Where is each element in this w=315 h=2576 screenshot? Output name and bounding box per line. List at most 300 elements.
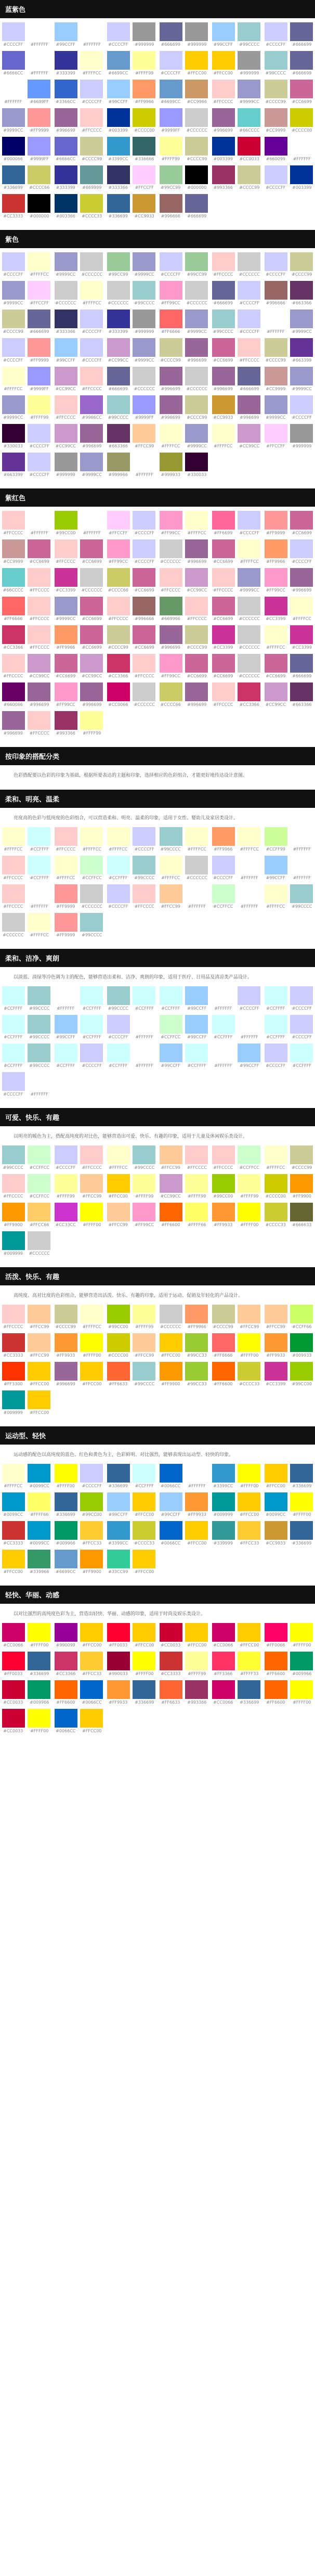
color-swatch [265,338,287,357]
color-swatch [185,252,208,271]
color-pair [210,165,262,190]
color-swatch [2,625,25,644]
color-swatch [80,1652,103,1670]
color-code: #993366 [213,185,233,190]
color-code: #FFFF00 [83,1222,101,1227]
color-swatch [107,338,130,357]
color-pair [0,1362,52,1386]
color-pair [210,1145,262,1170]
swatch-row [105,986,158,1005]
color-swatch [55,827,77,846]
color-swatch [2,1015,25,1034]
color-swatch [238,165,260,184]
color-code: #330033 [3,444,23,448]
color-code: #CC9933 [134,214,154,218]
color-code: #FF6633 [161,1700,180,1705]
color-swatch [28,1623,50,1642]
color-pair [0,827,52,852]
color-pair [52,1015,105,1039]
color-pair [105,1333,158,1358]
color-swatch [133,539,155,558]
color-swatch [133,625,155,644]
label-row [105,1700,158,1705]
color-swatch [212,682,235,701]
label-row [0,42,52,47]
color-swatch [290,1464,313,1483]
color-swatch [107,194,130,213]
color-swatch [185,338,208,357]
color-code: #FF99CC [56,702,75,707]
label-row [0,415,52,420]
label-row [52,1063,105,1068]
color-code: #6699FF [30,99,49,104]
label-row [52,301,105,305]
swatch-row [262,22,315,41]
color-code: #CCCC00 [108,1353,128,1358]
color-pair [105,424,158,448]
label-row [262,616,315,621]
color-swatch [290,1362,313,1381]
section-title: 紫红色 [0,488,315,507]
color-code: #009966 [56,1541,75,1545]
swatch-row [210,367,262,385]
color-swatch [265,827,287,846]
color-pair [158,395,210,420]
color-swatch [55,568,77,587]
color-code: #FF99CC [266,588,285,593]
color-swatch [265,654,287,673]
swatch-row [262,108,315,127]
color-code: #996699 [161,387,180,391]
color-swatch [2,194,25,213]
color-code: #FFFF00 [293,1643,311,1647]
label-row [262,531,315,535]
color-code: #CC6699 [213,358,233,363]
swatch-row [210,1623,262,1642]
label-row [0,1671,52,1676]
label-row [210,329,262,334]
color-code: #CCCCFF [108,42,128,47]
color-code: #FFCC00 [135,1512,154,1517]
swatch-row [210,654,262,673]
color-swatch [28,1390,50,1409]
color-swatch [133,568,155,587]
color-swatch [2,827,25,846]
color-code: #FFFFFF [30,42,48,47]
color-swatch [212,1492,235,1511]
color-code: #99CCCC [239,42,260,47]
color-code: #CCCCFF [292,1006,312,1011]
color-code: #FFFFCC [4,387,23,391]
swatch-row [105,1550,158,1568]
label-row [262,99,315,104]
label-row [0,1484,52,1488]
color-swatch [2,913,25,932]
color-code: #CC99CC [29,674,50,678]
color-pair [158,310,210,334]
color-code: #FF9933 [214,1222,233,1227]
color-swatch [160,1145,182,1164]
label-row [0,128,52,133]
color-code: #CC6699 [82,645,102,650]
swatch-row [52,1145,105,1164]
color-code: #CC0033 [161,1643,181,1647]
color-code: #CCCCFF [134,531,154,535]
color-pair [52,194,105,218]
color-swatch [55,1709,77,1728]
color-pair [105,252,158,277]
color-pair [0,654,52,678]
color-pair [210,424,262,448]
color-pair [0,1521,52,1545]
color-code: #CCCCFF [56,1165,76,1170]
label-row [262,1165,315,1170]
color-code: #996666 [266,301,285,305]
color-pair [52,80,105,104]
color-code: #FFFF33 [240,1671,259,1676]
color-pair [158,453,210,477]
color-code: #CCCCFF [292,415,312,420]
color-code: #CCCC99 [160,358,181,363]
color-code: #FFCC00 [187,71,207,75]
color-code: #CC99CC [55,444,76,448]
label-row [52,1006,105,1011]
swatch-row [0,310,52,328]
swatch-row [52,194,105,213]
color-code: #CCCCCC [239,674,260,678]
swatch-row [262,1492,315,1511]
color-swatch [2,1521,25,1540]
color-swatch [265,1145,287,1164]
label-row [52,875,105,880]
label-row [158,616,210,621]
color-code: #666699 [161,42,180,47]
color-pair [158,1492,210,1517]
color-swatch [28,682,50,701]
color-swatch [290,654,313,673]
color-code: #0099CC [266,1512,286,1517]
color-pair [105,137,158,161]
swatch-row [52,367,105,385]
color-code: #CCCCFF [3,358,23,363]
color-swatch [28,395,50,414]
color-pair [158,165,210,190]
color-code: #FF99CC [108,559,128,564]
color-pair [52,856,105,880]
color-swatch [55,1521,77,1540]
color-pair [52,711,105,736]
label-row [158,42,210,47]
color-code: #CC0066 [3,1643,23,1647]
swatch-row [158,625,210,644]
section-description: 以淡蓝、淡绿等冷色调为主的配色，能够营造出柔和、洁净、爽朗的印象，适用于医疗、日用品及清凉类产品设计。 [14,974,253,980]
label-row [210,444,262,448]
color-swatch [133,281,155,300]
color-swatch [80,1623,103,1642]
label-row [52,329,105,334]
color-code: #FFFF00 [293,1512,311,1517]
color-code: #FF0066 [266,1643,285,1647]
swatch-row [105,1203,158,1221]
color-swatch [133,986,155,1005]
color-code: #99CCFF [108,99,128,104]
label-row [262,588,315,593]
label-row [210,875,262,880]
swatch-grid [0,1623,315,1740]
label-row [0,531,52,535]
swatch-row [210,682,262,701]
color-code: #993366 [56,731,75,736]
color-swatch [2,1333,25,1352]
color-swatch [238,1464,260,1483]
color-swatch [290,51,313,70]
color-swatch [107,539,130,558]
color-swatch [238,108,260,127]
color-swatch [133,1145,155,1164]
color-swatch [55,1203,77,1221]
color-swatch [185,1464,208,1483]
swatch-row [52,568,105,587]
color-swatch [107,395,130,414]
color-code: #99CCCC [134,1165,155,1170]
color-code: #FFFFFF [135,1035,153,1039]
label-row [0,444,52,448]
color-pair [0,1333,52,1358]
color-swatch [290,252,313,271]
label-row [262,387,315,391]
color-code: #9999CC [134,272,154,277]
color-pair [0,310,52,334]
color-swatch [55,338,77,357]
color-code: #CCFFFF [109,1063,128,1068]
color-code: #FFCC33 [240,1541,259,1545]
label-row [210,99,262,104]
color-swatch [2,654,25,673]
color-code: #99CCFF [161,1063,180,1068]
swatch-row [52,281,105,300]
color-swatch [212,1305,235,1323]
section-description: 高纯度、高对比度的色彩组合，能够营造出活泼、快乐、有趣的印象，适用于运动、促销及年轻化的产品设计。 [14,1293,243,1298]
color-swatch [28,597,50,615]
color-code: #FFFFCC [30,933,49,937]
color-swatch [212,827,235,846]
color-code: #FF99CC [135,1222,154,1227]
color-code: #FF9966 [187,1324,206,1329]
color-swatch [28,80,50,98]
color-code: #3399CC [108,1541,128,1545]
swatch-row [105,165,158,184]
color-code: #009933 [292,1353,312,1358]
color-code: #CC3399 [213,645,233,650]
color-swatch [2,856,25,874]
label-row [52,128,105,133]
color-pair [105,654,158,678]
color-swatch [212,338,235,357]
color-swatch [80,22,103,41]
color-code: #FFCCCC [187,1165,207,1170]
color-swatch [290,827,313,846]
label-row [105,214,158,218]
color-pair [210,856,262,880]
color-code: #CC0033 [3,1729,23,1733]
color-code: #FFCCCC [3,1324,23,1329]
color-swatch [55,1623,77,1642]
swatch-row [105,1174,158,1193]
color-pair [262,310,315,334]
label-row [158,1512,210,1517]
label-row [158,559,210,564]
color-swatch [160,165,182,184]
color-code: #0099CC [3,1512,23,1517]
color-code: #FFCC00 [213,71,233,75]
color-swatch [238,884,260,903]
color-swatch [133,1203,155,1221]
color-swatch [238,424,260,443]
swatch-row [158,281,210,300]
color-code: #996699 [213,128,233,133]
label-row [52,444,105,448]
color-code: #FFFFFF [214,1063,232,1068]
label-row [158,1324,210,1329]
color-code: #CCFFFF [135,1006,154,1011]
color-pair [210,682,262,707]
color-code: #CC6699 [82,559,102,564]
color-code: #CC99CC [160,1194,181,1199]
label-row [158,588,210,593]
label-row [0,157,52,161]
swatch-row [262,395,315,414]
color-swatch [160,1305,182,1323]
color-swatch [107,281,130,300]
color-swatch [133,194,155,213]
swatch-row [0,1145,52,1164]
color-code: #99CCFF [187,1006,207,1011]
swatch-row [0,1521,52,1540]
color-pair [0,1550,52,1574]
color-code: #CCFFFF [266,1006,285,1011]
color-pair [262,1652,315,1676]
color-swatch [212,1623,235,1642]
color-code: #666699 [187,214,207,218]
color-pair [262,252,315,277]
swatch-row [158,1015,210,1034]
color-code: #CCCCFF [3,1092,23,1097]
swatch-row [210,511,262,530]
color-pair [105,568,158,593]
swatch-row [105,856,158,874]
color-pair [0,568,52,593]
swatch-row [52,682,105,701]
color-swatch [28,1015,50,1034]
label-row [105,1353,158,1358]
label-row [52,1222,105,1227]
color-code: #3399CC [213,1484,233,1488]
color-swatch [2,165,25,184]
color-code: #FFCC99 [30,1353,49,1358]
label-row [262,645,315,650]
color-code: #FFFFCC [161,444,180,448]
label-row [105,674,158,678]
color-pair [210,1044,262,1068]
color-code: #FFCCCC [3,531,23,535]
color-code: #336699 [108,1484,128,1488]
color-code: #FFFFCC [266,1165,285,1170]
label-row [158,1541,210,1545]
color-swatch [185,367,208,385]
color-swatch [80,1174,103,1193]
color-code: #FFFFFF [135,472,153,477]
color-swatch [212,1652,235,1670]
swatch-row [158,194,210,213]
color-swatch [185,511,208,530]
color-code: #CCFFCC [29,1194,49,1199]
color-code: #336699 [56,1512,75,1517]
color-code: #663366 [292,301,312,305]
swatch-row [262,597,315,615]
color-swatch [107,367,130,385]
color-code: #0066CC [161,1541,181,1545]
color-swatch [290,1680,313,1699]
label-row [0,214,52,218]
color-swatch [212,597,235,615]
color-code: #CCFFFF [30,847,49,852]
label-row [262,358,315,363]
color-swatch [185,568,208,587]
color-pair [210,1174,262,1199]
color-code: #FF9999 [56,933,75,937]
color-pair [210,281,262,305]
color-code: #FFCCCC [134,674,154,678]
color-code: #3399CC [108,157,128,161]
color-code: #FF6699 [214,531,233,535]
label-row [52,272,105,277]
swatch-row [158,1521,210,1540]
swatch-row [105,539,158,558]
color-swatch [55,682,77,701]
color-code: #99CC99 [161,185,181,190]
label-row [105,847,158,852]
swatch-row [52,1652,105,1670]
color-swatch [133,108,155,127]
color-swatch [133,165,155,184]
color-code: #CC99CC [265,702,286,707]
color-pair [210,827,262,852]
color-code: #FFCC00 [3,1569,23,1574]
color-code: #0066CC [161,1484,181,1488]
color-swatch [238,539,260,558]
color-pair [0,856,52,880]
color-swatch [2,281,25,300]
color-pair [158,1521,210,1545]
color-swatch [185,884,208,903]
color-swatch [55,1652,77,1670]
swatch-row [105,453,158,471]
color-swatch [290,1174,313,1193]
color-pair [0,682,52,707]
section-description: 以对比强烈的高纯度色彩为主，营造出轻快、华丽、动感的印象，适用于时尚及娱乐类设计。 [14,1611,206,1616]
color-pair [105,395,158,420]
color-swatch [160,367,182,385]
label-row [105,531,158,535]
color-code: #FFCCCC [161,588,181,593]
color-code: #FFFFFF [188,904,206,909]
swatch-row [52,511,105,530]
swatch-row [158,165,210,184]
label-row [262,1006,315,1011]
color-code: #CC6699 [134,588,154,593]
color-code: #6699CC [56,1569,76,1574]
color-swatch [265,137,287,156]
